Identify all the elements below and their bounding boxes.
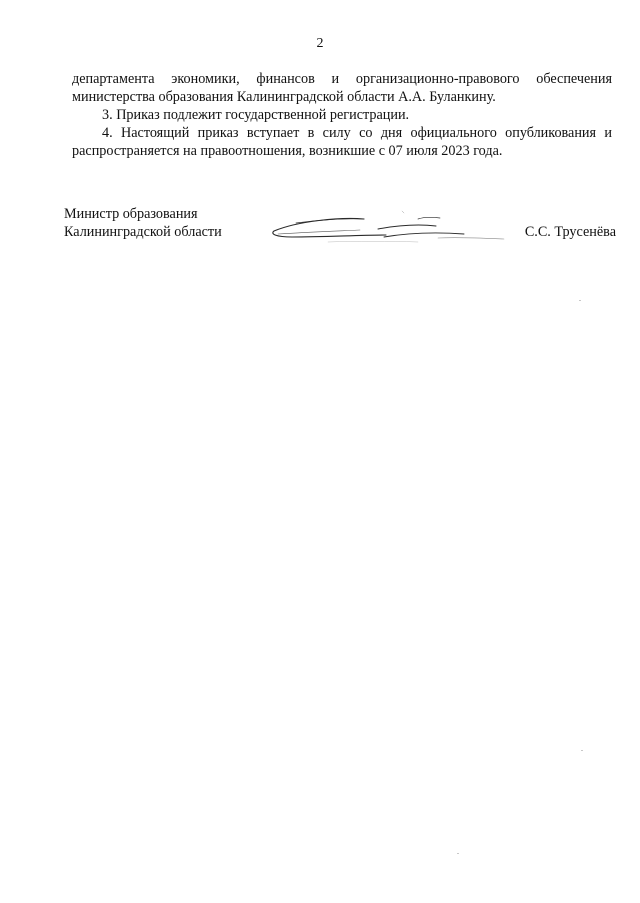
signature-block xyxy=(64,205,616,245)
page-number: 2 xyxy=(316,36,324,51)
scan-speck xyxy=(579,300,581,301)
document-body xyxy=(72,70,612,160)
signer-name: С.С. Трусенёва xyxy=(524,224,616,240)
signer-position-line-1: Министр образования xyxy=(64,206,198,222)
paragraph-continuation: департамента экономики, финансов и организационно-правового обеспечения министерства образования Калининградской области А.А. Буланкину. xyxy=(72,71,612,105)
handwritten-signature xyxy=(268,207,508,245)
scan-speck xyxy=(581,750,583,751)
paragraph-item-4: 4. Настоящий приказ вступает в силу со дня официального опубликования и распространяется на правоотношения, возникшие с 07 июля 2023 года. xyxy=(72,125,612,159)
signer-position-line-2: Калининградской области xyxy=(64,224,222,240)
paragraph-item-3: 3. Приказ подлежит государственной регистрации. xyxy=(102,107,410,123)
signer-position xyxy=(64,205,222,241)
scan-speck xyxy=(457,853,459,854)
